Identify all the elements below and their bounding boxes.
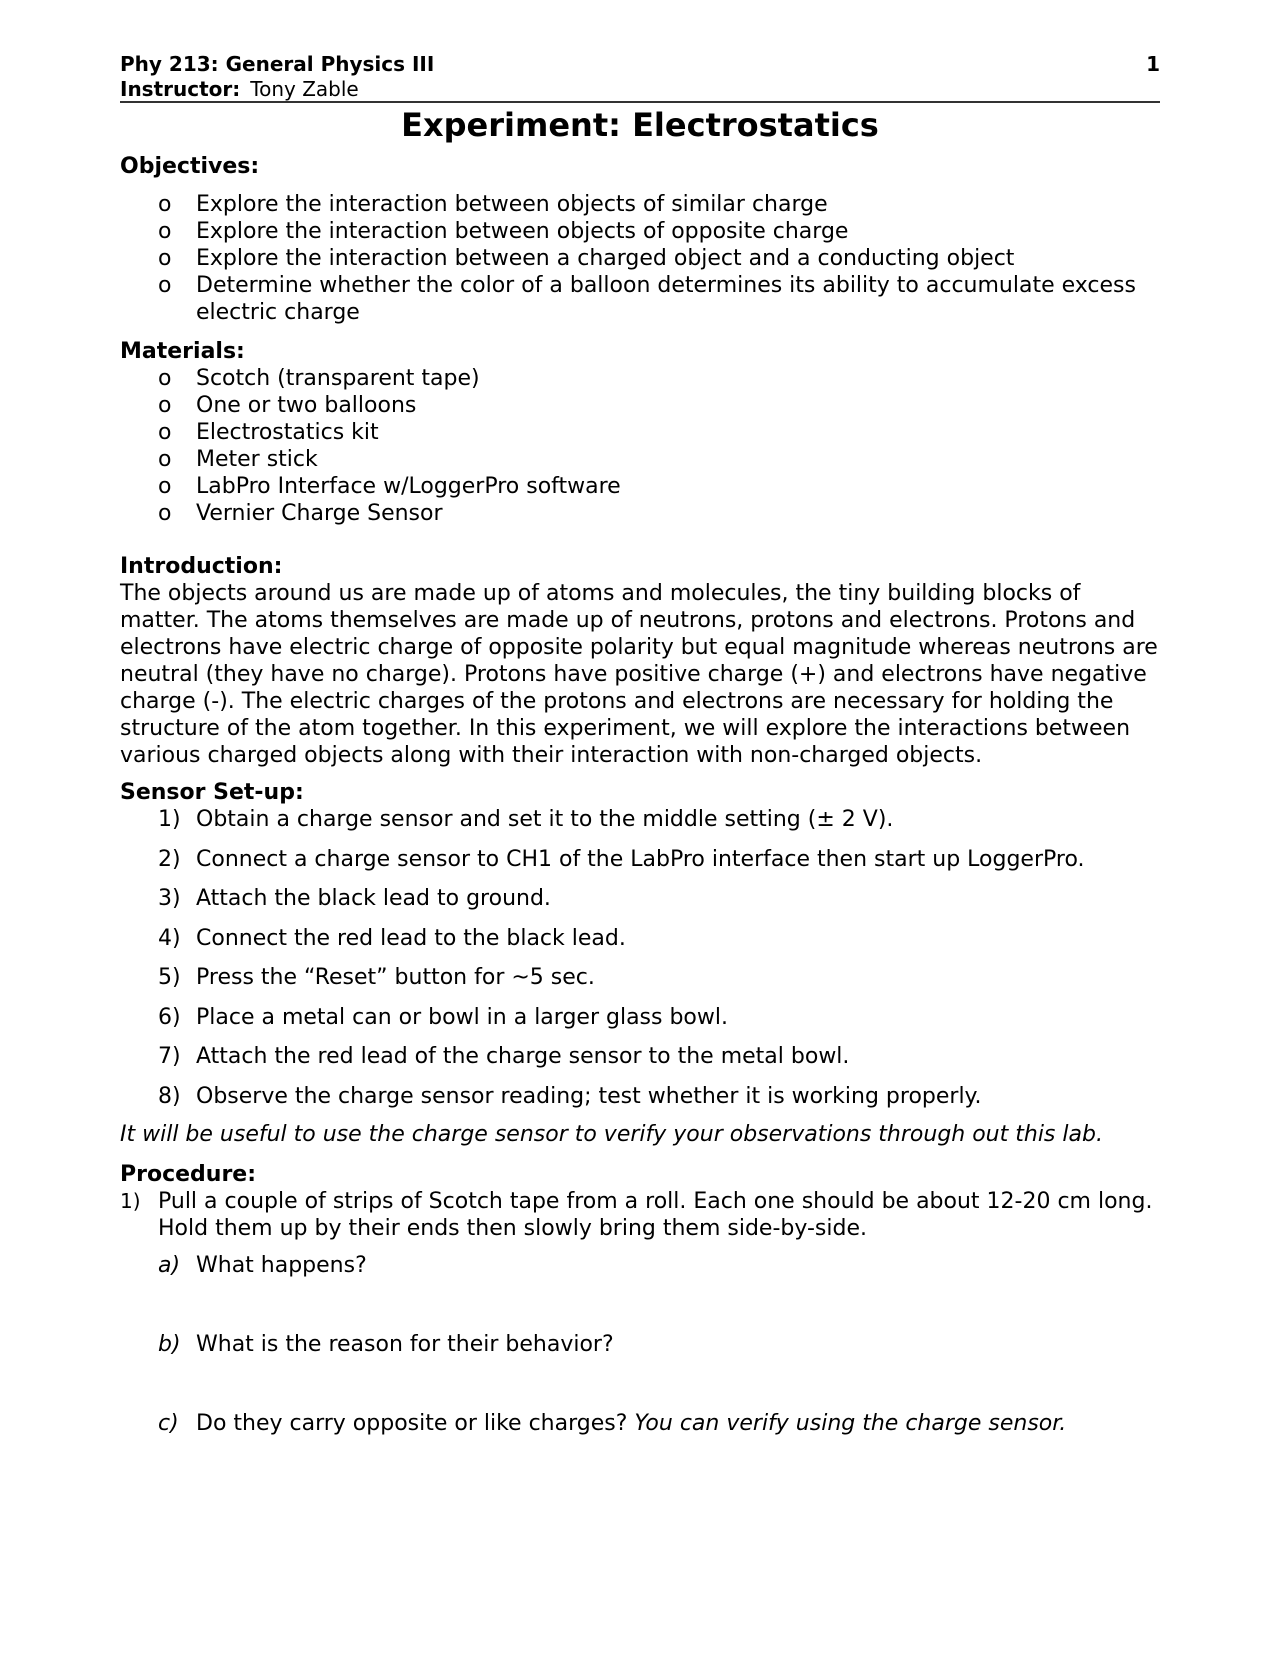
step-number: 6) — [158, 1004, 181, 1030]
objectives-section — [120, 153, 1160, 326]
list-item — [120, 964, 1160, 991]
sensor-setup-heading: Sensor Set-up: — [120, 780, 304, 805]
page-header — [120, 52, 1160, 77]
page-number: 1 — [1146, 52, 1160, 76]
question-label: c) — [158, 1411, 179, 1436]
question-text: Do they carry opposite or like charges? — [196, 1411, 635, 1436]
question-text: What is the reason for their behavior? — [196, 1332, 614, 1357]
step-number: 7) — [158, 1044, 181, 1069]
question-text: What happens? — [196, 1253, 367, 1278]
step-text: Observe the charge sensor reading; test whether it is working properly. — [196, 1083, 982, 1109]
document-page — [120, 52, 1160, 1437]
list-item: o Explore the interaction between objects of similar charge — [120, 191, 1160, 218]
step-text: Press the “Reset” button for ~5 sec. — [196, 965, 595, 990]
list-item: o Determine whether the color of a balloon determines its ability to accumulate excess electric charge — [120, 272, 1160, 326]
step-text: Place a metal can or bowl in a larger glass bowl. — [196, 1004, 728, 1030]
step-number: 3) — [158, 886, 181, 911]
procedure-section — [120, 1161, 1160, 1437]
question-b — [120, 1331, 1160, 1358]
procedure-item — [120, 1188, 1160, 1242]
question-label: b) — [158, 1332, 181, 1357]
step-text: Attach the red lead of the charge sensor to the metal bowl. — [196, 1044, 850, 1069]
question-c — [120, 1410, 1160, 1437]
procedure-number: 1) — [120, 1189, 141, 1213]
list-item — [120, 925, 1160, 952]
list-item: o Scotch (transparent tape) — [120, 365, 1160, 392]
step-text: Connect the red lead to the black lead. — [196, 925, 626, 951]
materials-section — [120, 338, 1160, 527]
materials-heading: Materials: — [120, 339, 245, 364]
list-item: o One or two balloons — [120, 392, 1160, 419]
step-number: 4) — [158, 925, 181, 951]
step-text: Attach the black lead to ground. — [196, 886, 551, 911]
step-text: Connect a charge sensor to CH1 of the LabPro interface then start up LoggerPro. — [196, 846, 1085, 872]
introduction-paragraph: The objects around us are made up of atoms and molecules, the tiny building blocks of matter. The atoms themselves are made up of neutrons, protons and electrons. Protons and electrons have electric charge of opposite polarity but equal magnitude whereas neutrons are neutral (they have no charge). Protons have positive charge (+) and electrons have negative charge (-). The electric charges of the protons and electrons are necessary for holding the structure of the atom together. In this experiment, we will explore the interactions between various charged objects along with their interaction with non-charged objects. — [120, 581, 1158, 768]
list-item — [120, 1043, 1160, 1070]
instructor-line — [120, 77, 1160, 101]
step-text: Obtain a charge sensor and set it to the middle setting (± 2 V). — [196, 807, 894, 832]
instructor-label: Instructor: — [120, 77, 241, 101]
list-item — [120, 885, 1160, 912]
course-title: Phy 213: General Physics III — [120, 52, 435, 76]
sensor-note: It will be useful to use the charge sensor to verify your observations through out this lab. — [120, 1122, 1103, 1147]
procedure-heading: Procedure: — [120, 1162, 257, 1187]
page-title: Experiment: Electrostatics — [401, 106, 879, 144]
step-number: 8) — [158, 1083, 181, 1109]
step-number: 2) — [158, 846, 181, 872]
header-divider — [120, 101, 1160, 103]
objectives-list — [120, 191, 1160, 326]
step-number: 5) — [158, 965, 181, 990]
objectives-heading: Objectives: — [120, 154, 260, 179]
list-item — [120, 846, 1160, 873]
list-item: o Explore the interaction between objects of opposite charge — [120, 218, 1160, 245]
question-a — [120, 1252, 1160, 1279]
procedure-text: Pull a couple of strips of Scotch tape from a roll. Each one should be about 12-20 cm long. Hold them up by their ends then slowly bring them side-by-side. — [158, 1189, 1153, 1241]
list-item — [120, 806, 1160, 833]
introduction-section — [120, 553, 1160, 769]
list-item: o Explore the interaction between a charged object and a conducting object — [120, 245, 1160, 272]
materials-list — [120, 365, 1160, 527]
list-item: o Electrostatics kit — [120, 419, 1160, 446]
list-item — [120, 1004, 1160, 1031]
sensor-steps-list — [120, 806, 1160, 1110]
list-item: o Vernier Charge Sensor — [120, 500, 1160, 527]
question-label: a) — [158, 1253, 181, 1278]
sensor-setup-section — [120, 779, 1160, 1148]
instructor-name: Tony Zable — [250, 77, 359, 101]
introduction-heading: Introduction: — [120, 554, 283, 579]
step-number: 1) — [158, 807, 181, 832]
list-item — [120, 1083, 1160, 1110]
list-item: o LabPro Interface w/LoggerPro software — [120, 473, 1160, 500]
list-item: o Meter stick — [120, 446, 1160, 473]
question-hint: You can verify using the charge sensor. — [634, 1411, 1067, 1436]
